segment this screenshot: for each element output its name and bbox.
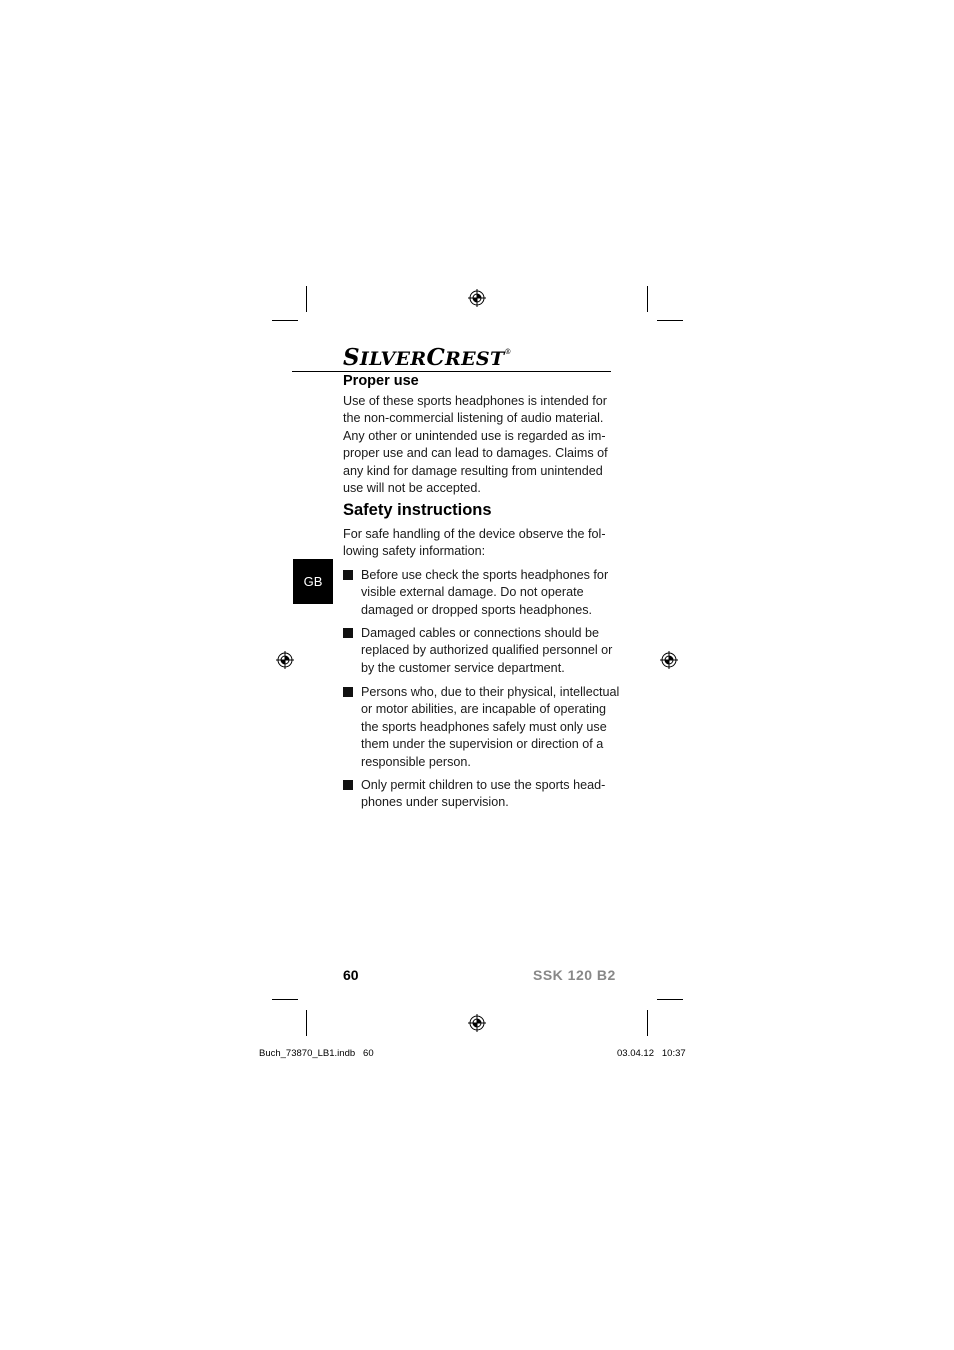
- crop-mark: [647, 1010, 648, 1036]
- registration-mark-icon: [468, 289, 486, 307]
- header-rule: [292, 371, 611, 372]
- text-line: the non-commercial listening of audio material.: [343, 411, 604, 426]
- crop-mark: [657, 999, 683, 1000]
- text-line: them under the supervision or direction of a: [361, 737, 604, 752]
- text-line: or motor abilities, are incapable of operating: [361, 702, 607, 717]
- text-line: visible external damage. Do not operate: [361, 585, 584, 600]
- bullet-square-icon: [343, 687, 353, 697]
- text-line: by the customer service department.: [361, 660, 565, 675]
- text-line: Before use check the sports headphones for: [361, 568, 609, 582]
- brand-logo: SILVERCREST®: [343, 344, 512, 371]
- crop-mark: [306, 286, 307, 312]
- print-slug-date: 03.04.12 10:37: [617, 1048, 686, 1059]
- proper-use-heading: Proper use: [343, 373, 419, 389]
- text-line: responsible person.: [361, 754, 471, 769]
- crop-mark: [657, 320, 683, 321]
- crop-mark: [272, 999, 298, 1000]
- crop-mark: [272, 320, 298, 321]
- text-line: any kind for damage resulting from unintended: [343, 463, 603, 478]
- registration-mark-icon: [660, 651, 678, 669]
- text-line: the sports headphones safely must only use: [361, 719, 607, 734]
- text-line: damaged or dropped sports headphones.: [361, 602, 593, 617]
- text-line: replaced by authorized qualified personnel or: [361, 643, 613, 658]
- text-line: phones under supervision.: [361, 795, 509, 810]
- bullet-square-icon: [343, 780, 353, 790]
- registration-mark-icon: [276, 651, 294, 669]
- page-number: 60: [343, 967, 359, 983]
- text-line: Damaged cables or connections should be: [361, 626, 600, 640]
- bullet-square-icon: [343, 570, 353, 580]
- model-number: SSK 120 B2: [533, 967, 616, 983]
- bullet-square-icon: [343, 628, 353, 638]
- text-line: Persons who, due to their physical, intellectual: [361, 685, 620, 699]
- proper-use-text: [343, 393, 613, 497]
- text-line: Use of these sports headphones is intended for: [343, 394, 607, 408]
- text-line: lowing safety information:: [343, 544, 486, 559]
- registration-mark-icon: [468, 1014, 486, 1032]
- crop-mark: [306, 1010, 307, 1036]
- crop-mark: [647, 286, 648, 312]
- text-line: use will not be accepted.: [343, 481, 481, 496]
- print-slug-file: Buch_73870_LB1.indb 60: [259, 1048, 374, 1059]
- safety-heading: Safety instructions: [343, 501, 492, 519]
- language-tab: GB: [293, 559, 333, 604]
- text-line: For safe handling of the device observe the fol-: [343, 527, 606, 541]
- text-line: Any other or unintended use is regarded as im-: [343, 428, 606, 443]
- text-line: proper use and can lead to damages. Claims of: [343, 446, 608, 461]
- safety-intro: [343, 526, 613, 561]
- text-line: Only permit children to use the sports head-: [361, 778, 606, 792]
